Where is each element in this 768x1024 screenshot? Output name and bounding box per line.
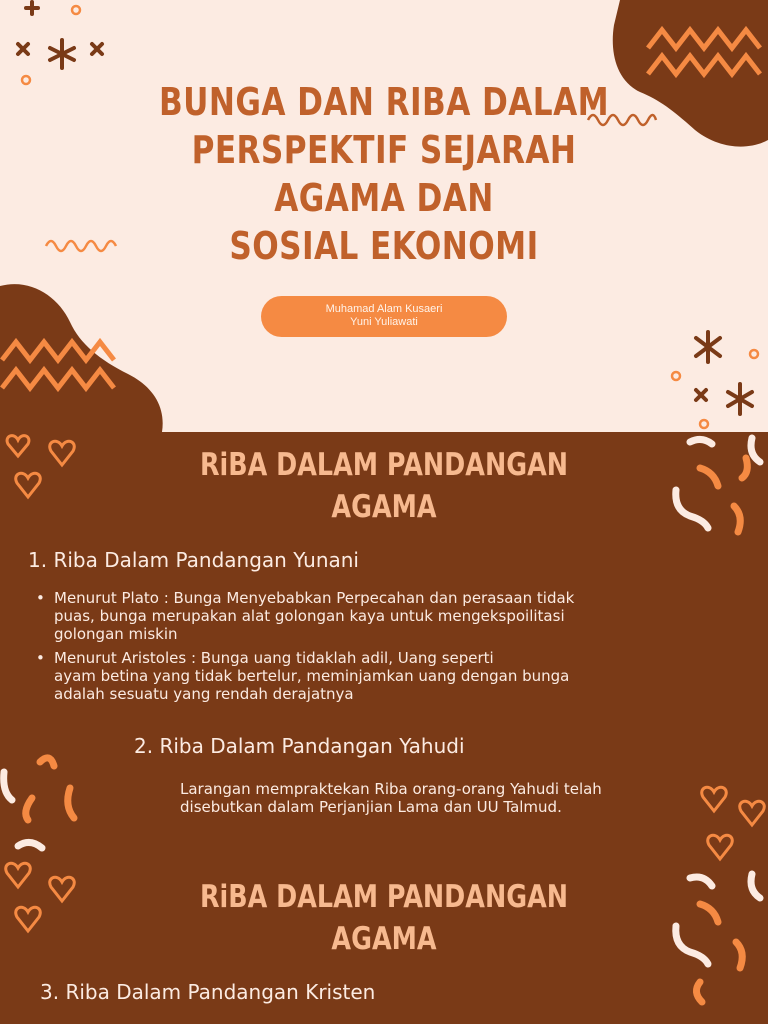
heart-icon	[690, 782, 768, 882]
star-sparkle-decoration	[664, 324, 764, 424]
heart-icon	[6, 432, 86, 502]
bullet-dot: •	[36, 649, 45, 667]
squiggle-decoration	[0, 742, 100, 922]
title-line: SOSIAL EKONOMI	[229, 224, 539, 268]
content-panel	[0, 432, 768, 1024]
title-line: BUNGA DAN RIBA DALAM	[158, 80, 610, 124]
title-line: PERSPEKTIF SEJARAH	[191, 128, 577, 172]
author-name: Muhamad Alam Kusaeri	[325, 303, 443, 315]
blob-zigzag-decoration	[600, 0, 768, 160]
subheading-kristen: 3. Riba Dalam Pandangan Kristen	[40, 980, 376, 1004]
page-title	[151, 78, 617, 270]
author-name: Yuni Yuliawati	[350, 316, 418, 328]
bullet-plato: Menurut Plato : Bunga Menyebabkan Perpecahan dan perasaan tidak puas, bunga merupakan alat golongan kaya untuk mengekspoilitasi golongan miskin	[54, 589, 575, 643]
title-line: AGAMA DAN	[274, 176, 494, 220]
bullet-dot: •	[36, 589, 45, 607]
cover-panel	[0, 0, 768, 432]
blob-zigzag-decoration	[0, 282, 170, 432]
squiggle-decoration	[660, 432, 768, 552]
subheading-yunani: 1. Riba Dalam Pandangan Yunani	[28, 548, 359, 572]
section-heading: RiBA DALAM PANDANGAN AGAMA	[199, 447, 569, 525]
section-heading: RiBA DALAM PANDANGAN AGAMA	[199, 879, 569, 957]
subheading-yahudi: 2. Riba Dalam Pandangan Yahudi	[134, 734, 465, 758]
authors-badge	[261, 296, 507, 337]
paragraph-yahudi: Larangan mempraktekan Riba orang-orang Yahudi telah disebutkan dalam Perjanjian Lama dan UU Talmud.	[180, 780, 602, 816]
squiggle-decoration	[44, 234, 120, 254]
star-sparkle-decoration	[10, 0, 110, 90]
bullet-aristoles: Menurut Aristoles : Bunga uang tidaklah adil, Uang seperti ayam betina yang tidak bertelur, meminjamkan uang dengan bunga adalah sesuatu yang rendah derajatnya	[54, 649, 570, 703]
squiggle-decoration	[660, 872, 768, 1022]
